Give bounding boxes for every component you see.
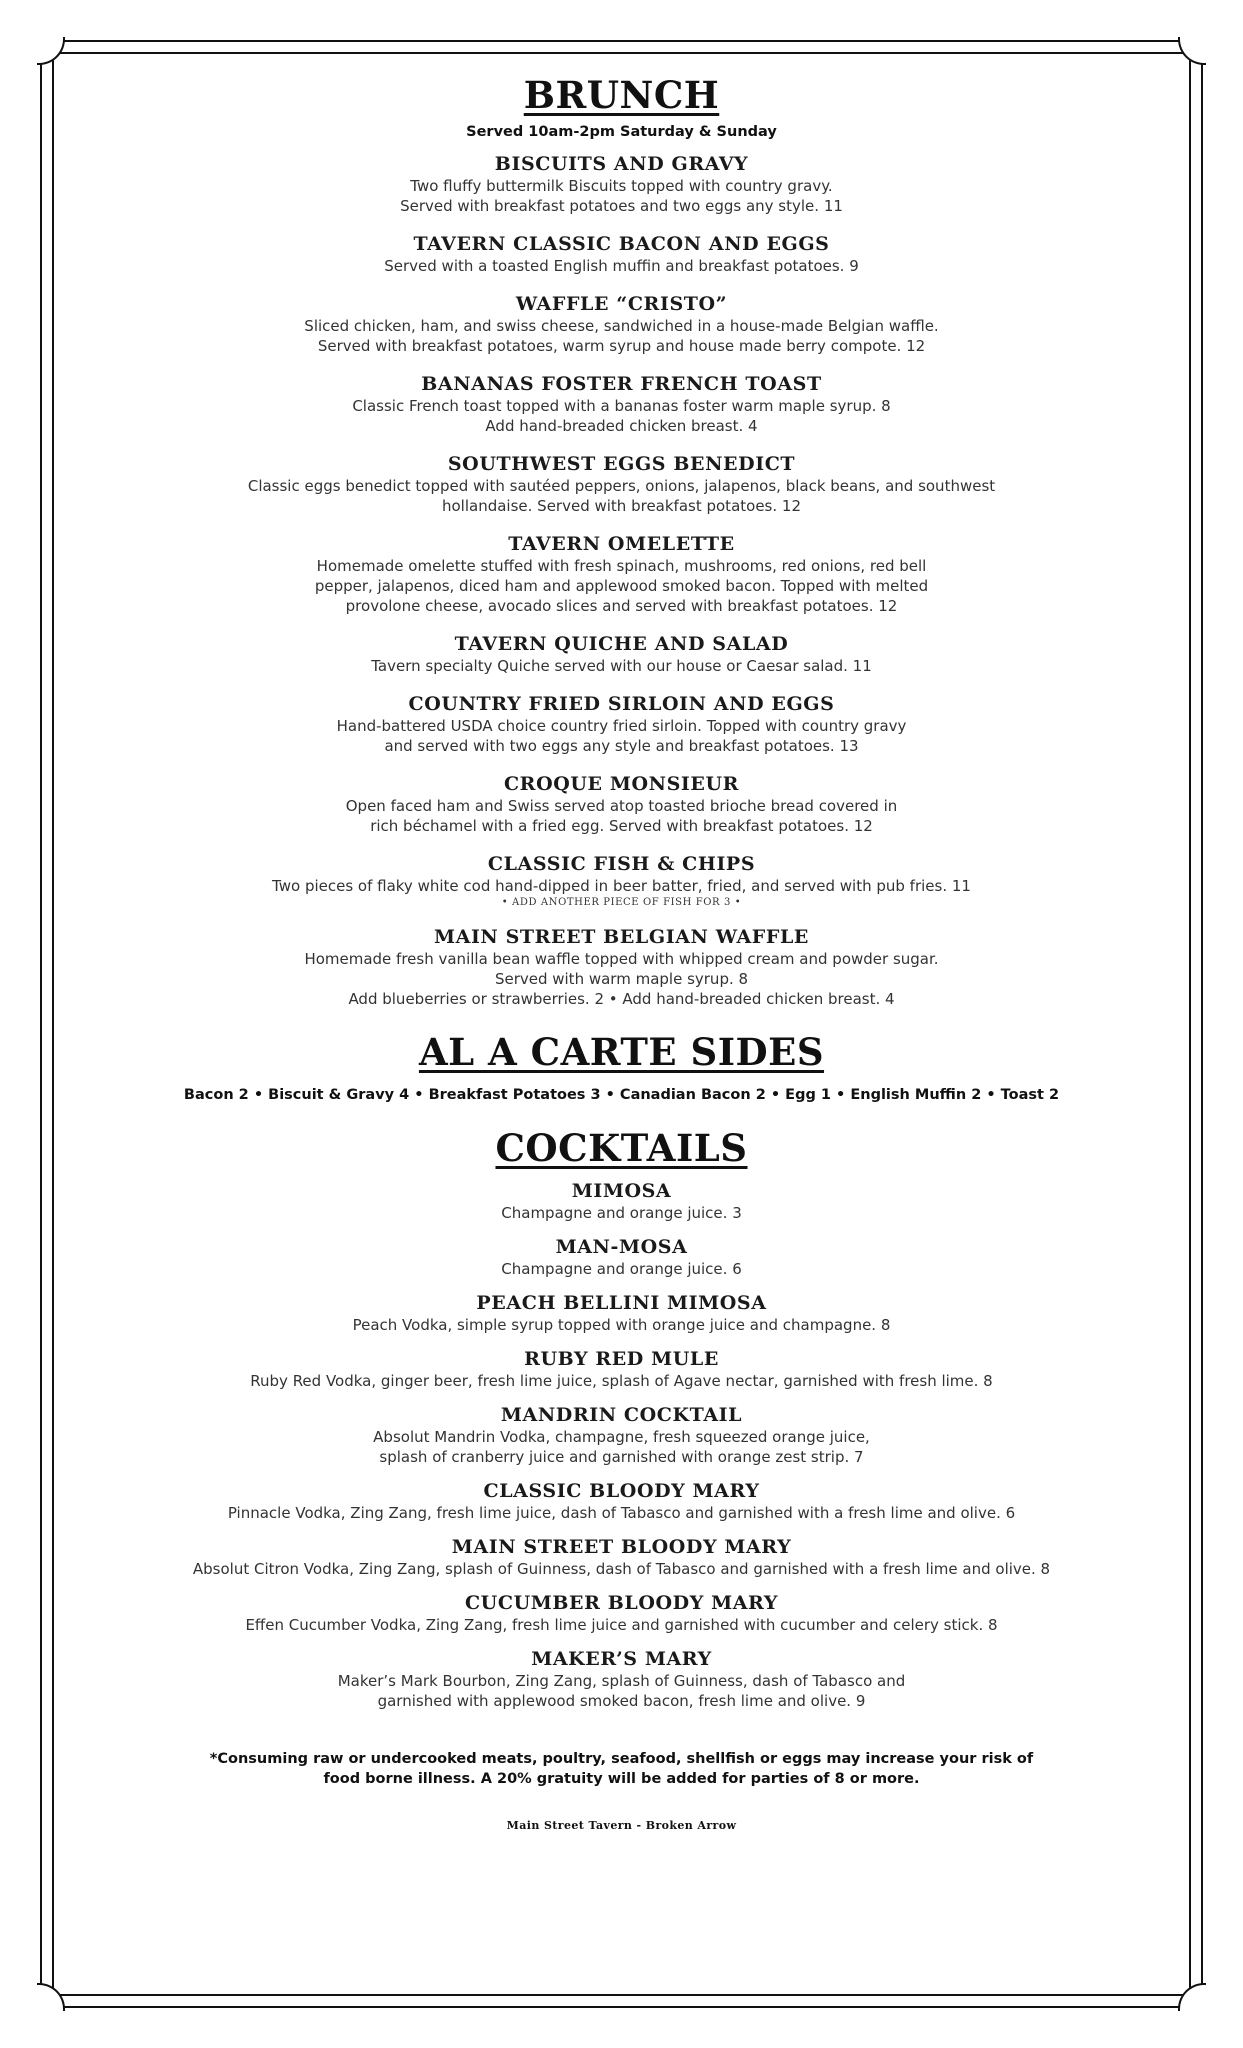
menu-item-description: Open faced ham and Swiss served atop toasted brioche bread covered in — [345, 797, 898, 815]
menu-item — [100, 1291, 1143, 1335]
brunch-items — [100, 152, 1143, 1009]
menu-item — [100, 532, 1143, 616]
menu-item-name: MAIN STREET BELGIAN WAFFLE — [433, 926, 810, 948]
brunch-hours: Served 10am-2pm Saturday & Sunday — [466, 124, 777, 140]
menu-item — [100, 1479, 1143, 1523]
disclaimer — [100, 1749, 1143, 1789]
menu-item-name: TAVERN QUICHE AND SALAD — [454, 633, 789, 655]
menu-item — [100, 1403, 1143, 1467]
menu-item — [100, 1535, 1143, 1579]
menu-item-description: Sliced chicken, ham, and swiss cheese, sandwiched in a house-made Belgian waffle. — [304, 317, 939, 335]
menu-item-description: garnished with applewood smoked bacon, fresh lime and olive. 9 — [377, 1692, 866, 1710]
menu-item — [100, 925, 1143, 1009]
menu-item — [100, 1647, 1143, 1711]
menu-item — [100, 152, 1143, 216]
menu-item — [100, 1591, 1143, 1635]
menu-item-description: Add hand-breaded chicken breast. 4 — [485, 417, 758, 435]
menu-item-name: WAFFLE “CRISTO” — [515, 293, 728, 315]
menu-item-description: Served with warm maple syrup. 8 — [494, 970, 749, 988]
menu-item-description: Absolut Mandrin Vodka, champagne, fresh squeezed orange juice, — [373, 1428, 870, 1446]
menu-item-name: COUNTRY FRIED SIRLOIN AND EGGS — [408, 693, 835, 715]
menu-item-description: Absolut Citron Vodka, Zing Zang, splash of Guinness, dash of Tabasco and garnished with a fresh lime and olive. 8 — [192, 1560, 1051, 1578]
menu-item-description: Hand-battered USDA choice country fried sirloin. Topped with country gravy — [336, 717, 907, 735]
menu-item-name: PEACH BELLINI MIMOSA — [476, 1292, 767, 1314]
menu-item-description: Homemade fresh vanilla bean waffle topped with whipped cream and powder sugar. — [304, 950, 939, 968]
menu-item-name: RUBY RED MULE — [524, 1348, 719, 1370]
cocktail-items — [100, 1179, 1143, 1711]
menu-item-description: Served with breakfast potatoes and two eggs any style. 11 — [400, 197, 843, 215]
menu-item-name: TAVERN OMELETTE — [508, 533, 735, 555]
menu-item-description: Served with a toasted English muffin and breakfast potatoes. 9 — [384, 257, 859, 275]
menu-item — [100, 1235, 1143, 1279]
sides-list: Bacon 2 • Biscuit & Gravy 4 • Breakfast Potatoes 3 • Canadian Bacon 2 • Egg 1 • English Muffin 2 • Toast 2 — [183, 1087, 1060, 1103]
menu-item-description: Classic French toast topped with a bananas foster warm maple syrup. 8 — [352, 397, 891, 415]
menu-item-description: Served with breakfast potatoes, warm syrup and house made berry compote. 12 — [317, 337, 926, 355]
sides-title: AL A CARTE SIDES — [418, 1030, 825, 1074]
menu-item — [100, 632, 1143, 676]
menu-item-name: MAN-MOSA — [555, 1236, 688, 1258]
menu-item-name: CROQUE MONSIEUR — [503, 773, 740, 795]
menu-item — [100, 372, 1143, 436]
menu-item-description: hollandaise. Served with breakfast potatoes. 12 — [442, 497, 801, 515]
menu-item-name: BANANAS FOSTER FRENCH TOAST — [421, 373, 822, 395]
menu-item-description: Maker’s Mark Bourbon, Zing Zang, splash of Guinness, dash of Tabasco and — [337, 1672, 906, 1690]
menu-item-description: Two pieces of flaky white cod hand-dipped in beer batter, fried, and served with pub fries. 11 — [272, 877, 971, 895]
menu-item — [100, 692, 1143, 756]
menu-item — [100, 852, 1143, 909]
menu-item-description: Peach Vodka, simple syrup topped with orange juice and champagne. 8 — [352, 1316, 891, 1334]
menu-item-name: MIMOSA — [571, 1180, 672, 1202]
menu-item-name: MAKER’S MARY — [531, 1648, 712, 1670]
menu-item-description: pepper, jalapenos, diced ham and applewood smoked bacon. Topped with melted — [314, 577, 929, 595]
menu-item-description: Two fluffy buttermilk Biscuits topped with country gravy. — [410, 177, 833, 195]
menu-item-name: MANDRIN COCKTAIL — [500, 1404, 743, 1426]
menu-item-description: Classic eggs benedict topped with sautéed peppers, onions, jalapenos, black beans, and southwest — [247, 477, 996, 495]
menu-item-name: CLASSIC FISH & CHIPS — [487, 853, 756, 875]
menu-item-description: Homemade omelette stuffed with fresh spinach, mushrooms, red onions, red bell — [316, 557, 927, 575]
menu-item — [100, 772, 1143, 836]
menu-item-name: BISCUITS AND GRAVY — [494, 153, 749, 175]
footer-restaurant-name: Main Street Tavern - Broken Arrow — [506, 1819, 737, 1832]
menu-item — [100, 232, 1143, 276]
menu-item-description: splash of cranberry juice and garnished with orange zest strip. 7 — [379, 1448, 864, 1466]
menu-item — [100, 1179, 1143, 1223]
menu-item — [100, 1347, 1143, 1391]
menu-item-name: SOUTHWEST EGGS BENEDICT — [447, 453, 796, 475]
menu-item — [100, 452, 1143, 516]
menu-item-description: Champagne and orange juice. 6 — [501, 1260, 742, 1278]
menu-item-description: Add blueberries or strawberries. 2 • Add hand-breaded chicken breast. 4 — [348, 990, 895, 1008]
disclaimer-line: food borne illness. A 20% gratuity will be added for parties of 8 or more. — [323, 1771, 920, 1787]
menu-item-description: Effen Cucumber Vodka, Zing Zang, fresh lime juice and garnished with cucumber and celery stick. 8 — [245, 1616, 998, 1634]
menu-item-description: Pinnacle Vodka, Zing Zang, fresh lime juice, dash of Tabasco and garnished with a fresh lime and olive. 6 — [227, 1504, 1016, 1522]
cocktails-title: COCKTAILS — [495, 1126, 748, 1170]
menu-item-description: Champagne and orange juice. 3 — [501, 1204, 742, 1222]
menu-item-description: Tavern specialty Quiche served with our house or Caesar salad. 11 — [371, 657, 872, 675]
menu-item-addon-note: • ADD ANOTHER PIECE OF FISH FOR 3 • — [501, 897, 742, 908]
menu-item-name: CLASSIC BLOODY MARY — [483, 1480, 760, 1502]
menu-item-name: MAIN STREET BLOODY MARY — [451, 1536, 792, 1558]
menu-content — [100, 72, 1143, 1832]
brunch-title: BRUNCH — [523, 73, 720, 117]
menu-item-description: provolone cheese, avocado slices and served with breakfast potatoes. 12 — [345, 597, 898, 615]
menu-item-name: TAVERN CLASSIC BACON AND EGGS — [413, 233, 830, 255]
menu-item-name: CUCUMBER BLOODY MARY — [464, 1592, 779, 1614]
menu-item-description: and served with two eggs any style and breakfast potatoes. 13 — [384, 737, 859, 755]
menu-item — [100, 292, 1143, 356]
menu-item-description: Ruby Red Vodka, ginger beer, fresh lime juice, splash of Agave nectar, garnished with fresh lime. 8 — [250, 1372, 993, 1390]
disclaimer-line: *Consuming raw or undercooked meats, poultry, seafood, shellfish or eggs may increase your risk of — [209, 1751, 1034, 1767]
menu-item-description: rich béchamel with a fried egg. Served with breakfast potatoes. 12 — [370, 817, 873, 835]
